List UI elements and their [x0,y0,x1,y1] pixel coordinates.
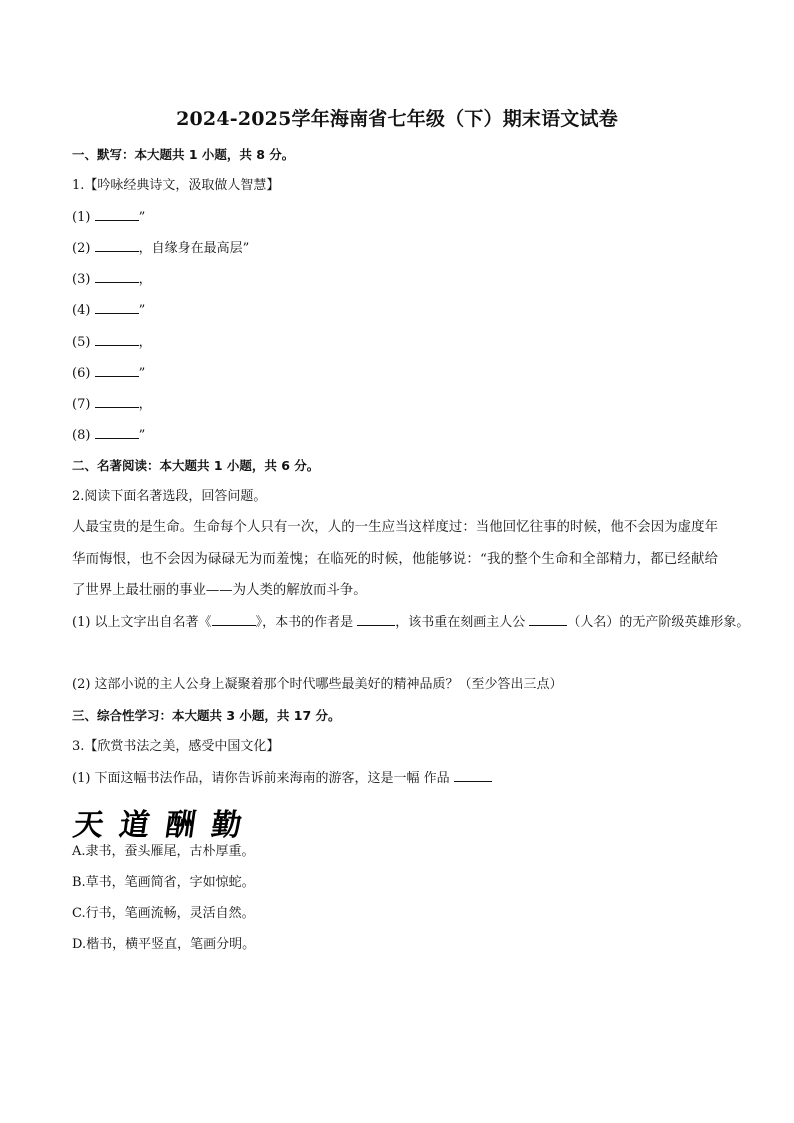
text-part: 》，本书的作者是 [255,615,354,630]
section-2-header: 二、名著阅读：本大题共 1 小题，共 6 分。 [72,458,320,473]
answer-blank-book[interactable] [212,613,256,626]
answer-blank[interactable] [95,333,139,346]
item-number: (3) [72,272,91,287]
question-2-prompt: 2.阅读下面名著选段，回答问题。 [72,489,267,504]
calligraphy-artwork [71,800,246,844]
answer-blank[interactable] [95,395,139,408]
item-number: (6) [72,366,91,381]
item-4 [72,301,145,320]
answer-blank[interactable] [95,426,139,439]
answer-blank-protagonist[interactable] [529,613,567,626]
answer-blank[interactable] [95,239,139,252]
item-2 [72,239,249,258]
option-d[interactable]: D.楷书，横平竖直，笔画分明。 [72,937,256,952]
option-a[interactable]: A.隶书，蚕头雁尾，古朴厚重。 [72,844,255,859]
item-text: ，自缘身在最高层” [138,241,250,256]
item-6 [72,364,145,383]
item-8 [72,426,145,445]
text-part: ，该书重在刻画主人公 [395,615,526,630]
answer-blank-author[interactable] [357,613,395,626]
item-text: ” [138,366,146,381]
item-number: (2) [72,241,91,256]
option-b[interactable]: B.草书，笔画简省，字如惊蛇。 [72,875,255,890]
item-text: ， [138,335,152,350]
item-text: ， [138,397,152,412]
item-text: ” [138,210,146,225]
item-7 [72,395,152,414]
question-1-prompt: 1.【吟咏经典诗文，汲取做人智慧】 [72,178,280,193]
item-3 [72,270,152,289]
calligraphy-char: 道 [117,808,154,843]
reading-passage: 人最宝贵的是生命。生命每个人只有一次，人的一生应当这样度过：当他回忆往事的时候，他不会因为虚度年华而悔恨，也不会因为碌碌无为而羞愧；在临死的时候，他能够说：“我的整个生命和全部精力，都已经献给了世界上最壮丽的事业——为人类的解放而斗争。 [72,520,718,598]
item-text: ” [138,303,146,318]
text-part: （人名）的无产阶级英雄形象。 [567,615,750,630]
item-number: (4) [72,303,91,318]
question-3-prompt: 3.【欣赏书法之美，感受中国文化】 [72,739,280,754]
sub-question-2: (2) 这部小说的主人公身上凝聚着那个时代哪些最美好的精神品质？（至少答出三点） [72,677,563,692]
sub-question-3-1 [72,769,492,788]
calligraphy-char: 天 [71,808,108,843]
item-1 [72,208,145,227]
option-c[interactable]: C.行书，笔画流畅，灵活自然。 [72,906,255,921]
answer-blank[interactable] [95,364,139,377]
answer-blank[interactable] [454,769,492,782]
item-number: (1) [72,210,91,225]
text-part: (1) 下面这幅书法作品，请你告诉前来海南的游客，这是一幅 作品 [72,771,450,786]
answer-blank[interactable] [95,270,139,283]
section-1-header: 一、默写：本大题共 1 小题，共 8 分。 [72,147,295,162]
item-5 [72,333,152,352]
calligraphy-char: 酬 [163,808,200,843]
item-number: (8) [72,428,91,443]
item-text: ” [138,428,146,443]
sub-question-1 [72,613,749,632]
item-number: (7) [72,397,91,412]
page-title: 2024-2025学年海南省七年级（下）期末语文试卷 [176,108,618,130]
item-number: (5) [72,335,91,350]
section-3-header: 三、综合性学习：本大题共 3 小题，共 17 分。 [72,708,341,723]
answer-blank[interactable] [95,301,139,314]
text-part: (1) 以上文字出自名著《 [72,615,212,630]
item-text: ， [138,272,152,287]
answer-blank[interactable] [95,208,139,221]
calligraphy-char: 勤 [209,808,246,843]
